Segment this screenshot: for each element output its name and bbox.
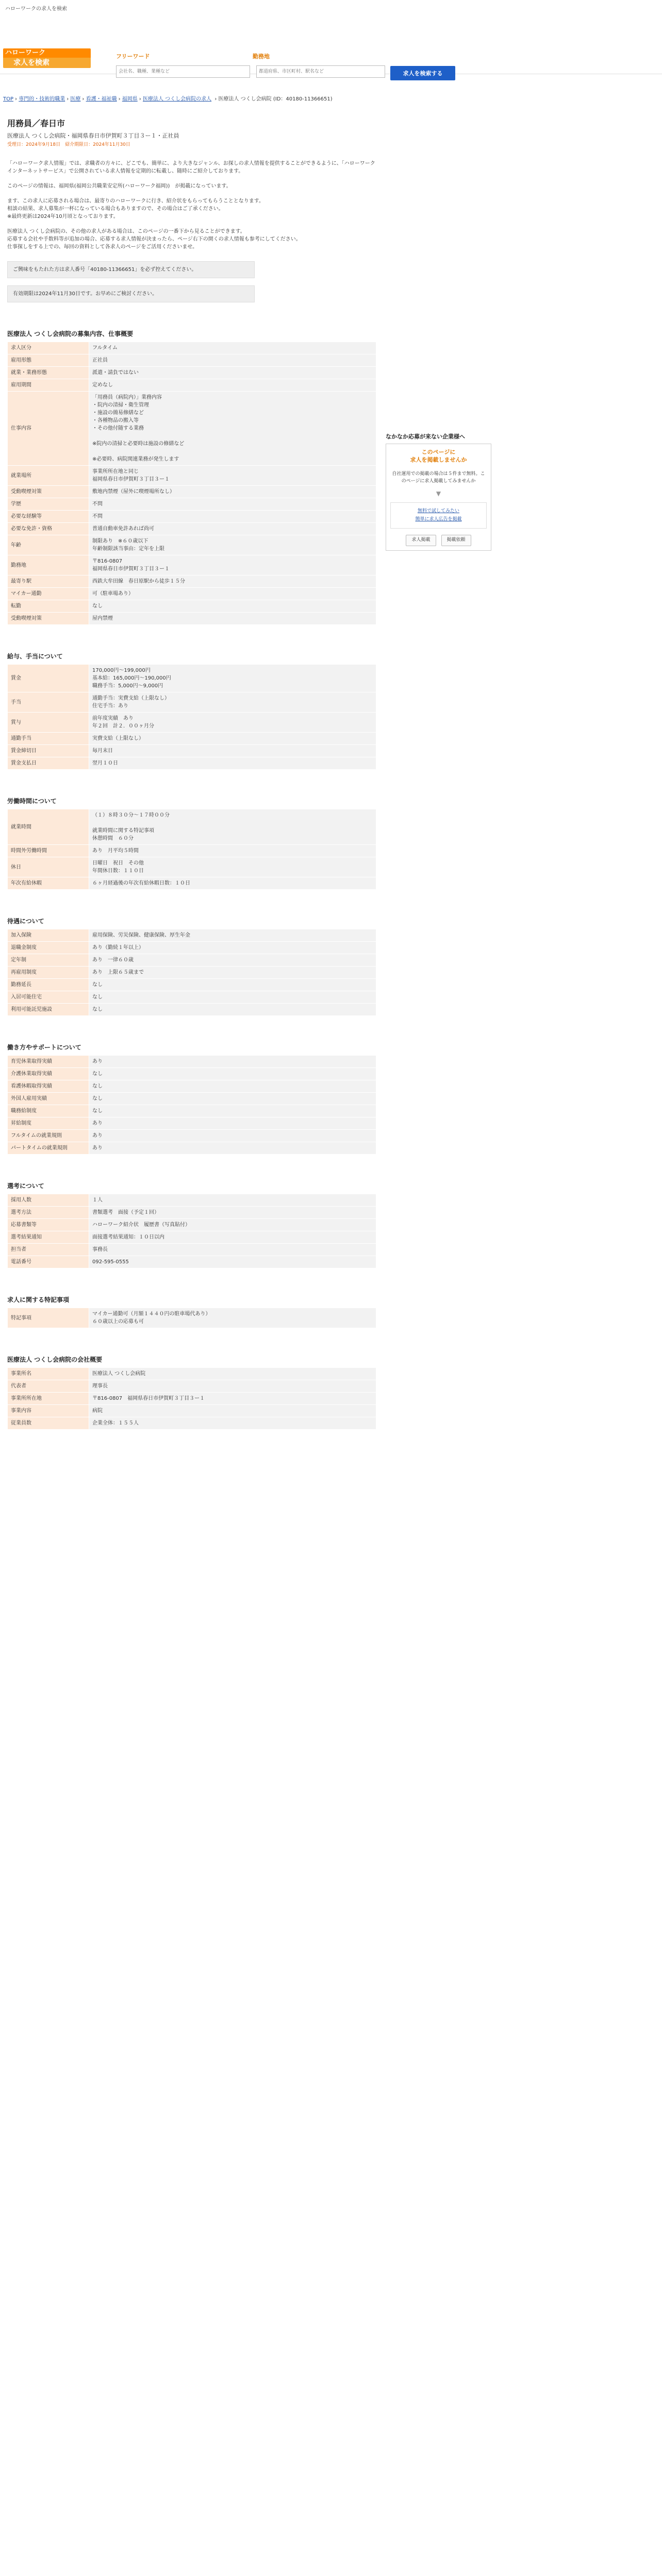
chevron-down-icon: ▼ <box>436 490 441 498</box>
sidebar-link[interactable]: 無料で試してみたい <box>417 509 459 514</box>
sidebar-offer: このページに 求人を掲載しませんか <box>410 448 467 463</box>
info-table <box>7 1055 376 1155</box>
row-value: 雇用保険、労災保険、健康保険、厚生年金 <box>89 929 376 942</box>
table-row <box>8 991 376 1004</box>
row-label: 電話番号 <box>8 1256 89 1268</box>
table-row <box>8 1244 376 1256</box>
sidebar-ad-box <box>386 444 491 551</box>
row-value: あり（勤続１年以上） <box>89 942 376 954</box>
row-value: フルタイム <box>89 342 376 354</box>
table-row <box>8 1117 376 1130</box>
row-value: 翌月１０日 <box>89 757 376 770</box>
row-value: なし <box>89 600 376 613</box>
row-label: 職務給制度 <box>8 1105 89 1117</box>
table-row <box>8 1130 376 1142</box>
row-value: 「用務員（病院内）」業務内容 ・院内の清掃・衛生管理 ・施設の簡易修繕など ・各種物品の搬入等 ・その他付随する業務 ※院内の清掃と必要時は施設の修繕など ※必要時、病院関連業務が発生します <box>89 392 376 466</box>
breadcrumb-item[interactable]: 医療 <box>70 96 81 102</box>
row-label: 選考方法 <box>8 1207 89 1219</box>
row-label: 外国人雇用実績 <box>8 1093 89 1105</box>
site-logo[interactable] <box>3 48 91 68</box>
post-job-button[interactable]: 求人掲載 <box>406 535 436 546</box>
table-row <box>8 809 376 845</box>
table-row <box>8 555 376 575</box>
row-label: 昇給制度 <box>8 1117 89 1130</box>
row-label: 採用人数 <box>8 1194 89 1207</box>
table-row <box>8 1231 376 1244</box>
row-label: 加入保険 <box>8 929 89 942</box>
table-row <box>8 535 376 555</box>
section-title: 待遇について <box>7 918 44 925</box>
table-row <box>8 511 376 523</box>
row-label: 仕事内容 <box>8 392 89 466</box>
row-value: 理事長 <box>89 1380 376 1393</box>
row-label: 応募書類等 <box>8 1219 89 1231</box>
sidebar-desc: 自社運用での掲載の場合は５件まで無料。このページに求人掲載してみませんか <box>392 471 485 484</box>
row-label: 賃金 <box>8 665 89 692</box>
info-table <box>7 664 376 770</box>
table-row <box>8 1380 376 1393</box>
search-button[interactable]: 求人を検索する <box>390 66 455 80</box>
row-value: 事業所所在地と同じ 福岡県春日市伊賀町３丁目３ー１ <box>89 466 376 486</box>
row-value: なし <box>89 1105 376 1117</box>
info-table <box>7 1308 376 1328</box>
row-label: 就業・業務形態 <box>8 367 89 379</box>
table-row <box>8 942 376 954</box>
row-value: 書類選考 面接（予定１回） <box>89 1207 376 1219</box>
row-value: 092-595-0555 <box>89 1256 376 1268</box>
row-value: 不問 <box>89 511 376 523</box>
row-value: 可（駐車場あり） <box>89 588 376 600</box>
row-value: 不問 <box>89 498 376 511</box>
row-value: ６ヶ月経過後の年次有給休暇日数：１０日 <box>89 877 376 890</box>
table-row <box>8 486 376 498</box>
row-value: 毎月末日 <box>89 745 376 757</box>
table-row <box>8 1194 376 1207</box>
row-label: 賃金支払日 <box>8 757 89 770</box>
notice-item: 有効期限は2024年11月30日です。お早めにご検討ください。 <box>7 285 255 302</box>
row-value: 制限あり ※６０歳以下 年齢制限該当事由：定年を上限 <box>89 535 376 555</box>
row-value: 〒816-0807 福岡県春日市伊賀町３丁目３ー１ <box>89 1393 376 1405</box>
header-search <box>116 53 389 78</box>
row-label: フルタイムの就業規則 <box>8 1130 89 1142</box>
table-row <box>8 757 376 770</box>
notice-box <box>7 261 376 302</box>
row-value: あり <box>89 1056 376 1068</box>
row-value: あり 一律６０歳 <box>89 954 376 967</box>
site-tagline: ハローワークの求人を検索 <box>5 6 67 12</box>
section-title: 医療法人 つくし会病院の募集内容、仕事概要 <box>7 330 134 337</box>
table-row <box>8 1068 376 1080</box>
table-row <box>8 367 376 379</box>
info-table <box>7 342 376 625</box>
breadcrumb-current: › 医療法人 つくし会病院 (ID：40180-11366651) <box>214 96 333 102</box>
breadcrumb-item[interactable]: 専門的・技術的職業 <box>19 96 65 102</box>
row-label: 雇用期間 <box>8 379 89 392</box>
row-label: 受動喫煙対策 <box>8 613 89 625</box>
logo-line2: 求人を検索 <box>3 58 91 68</box>
row-label: 年次有給休暇 <box>8 877 89 890</box>
row-value: あり 上限６５歳まで <box>89 967 376 979</box>
location-input[interactable] <box>256 65 385 78</box>
table-row <box>8 613 376 625</box>
table-row <box>8 523 376 535</box>
main-content <box>7 117 376 1430</box>
table-row <box>8 1080 376 1093</box>
row-label: 定年制 <box>8 954 89 967</box>
row-value: なし <box>89 979 376 991</box>
row-label: 特記事項 <box>8 1308 89 1328</box>
row-value: あり <box>89 1117 376 1130</box>
table-row <box>8 1004 376 1016</box>
table-row <box>8 954 376 967</box>
row-label: 勤務延長 <box>8 979 89 991</box>
row-value: 病院 <box>89 1405 376 1417</box>
row-label: 担当者 <box>8 1244 89 1256</box>
row-value: １人 <box>89 1194 376 1207</box>
row-label: マイカー通勤 <box>8 588 89 600</box>
table-row <box>8 466 376 486</box>
table-row <box>8 745 376 757</box>
table-row <box>8 600 376 613</box>
table-row <box>8 1056 376 1068</box>
logo-line1: ハローワーク <box>3 48 91 58</box>
row-label: 休日 <box>8 857 89 877</box>
row-value: 正社員 <box>89 354 376 367</box>
job-title: 用務員／春日市 <box>7 118 65 128</box>
row-label: 事業内容 <box>8 1405 89 1417</box>
table-row <box>8 392 376 466</box>
row-value: マイカー通勤可（月額１４４０円の駐車場代あり） ６０歳以上の応募も可 <box>89 1308 376 1328</box>
table-row <box>8 1105 376 1117</box>
info-table <box>7 1367 376 1430</box>
table-row <box>8 1393 376 1405</box>
row-value: ハローワーク紹介状 履歴書（写真貼付） <box>89 1219 376 1231</box>
table-row <box>8 1417 376 1430</box>
row-label: 就業時間 <box>8 809 89 845</box>
row-value: 屋内禁煙 <box>89 613 376 625</box>
row-value: 通勤手当：実費支給（上限なし） 住宅手当：あり <box>89 692 376 713</box>
job-sections <box>7 329 376 1430</box>
row-value: 日曜日 祝日 その他 年間休日数：１１０日 <box>89 857 376 877</box>
row-value: 面接選考結果通知：１０日以内 <box>89 1231 376 1244</box>
row-label: 最寄り駅 <box>8 575 89 588</box>
sidebar-heading: なかなか応募が来ない企業様へ <box>386 433 465 440</box>
table-row <box>8 665 376 692</box>
table-row <box>8 979 376 991</box>
table-row <box>8 342 376 354</box>
row-label: 必要な経験等 <box>8 511 89 523</box>
table-row <box>8 857 376 877</box>
row-value: 170,000円〜199,000円 基本給：165,000円〜190,000円 職務手当：5,000円〜9,000円 <box>89 665 376 692</box>
row-value: なし <box>89 1004 376 1016</box>
info-table <box>7 809 376 890</box>
keyword-label: フリーワード <box>116 53 150 60</box>
section-title: 医療法人 つくし会病院の会社概要 <box>7 1356 103 1363</box>
row-value: 定めなし <box>89 379 376 392</box>
sidebar-link[interactable]: 簡単に求人広告を掲載 <box>415 516 462 522</box>
sidebar <box>386 433 491 551</box>
table-row <box>8 588 376 600</box>
row-label: 勤務地 <box>8 555 89 575</box>
table-row <box>8 1093 376 1105</box>
intro-paragraph: ます、この求人に応募される場合は、最寄りのハローワークに行き、紹介状をもらってもらうこととなります。 相談の結果、求人募集が一杯になっている場合もありますので、その場合はご了承ください。 ※最終更新は2024年10月頃となっております。 <box>7 198 264 219</box>
row-value: なし <box>89 1068 376 1080</box>
breadcrumb-item[interactable]: 看護・福祉職 <box>86 96 117 102</box>
table-row <box>8 733 376 745</box>
company-summary: 医療法人 つくし会病院・福岡県春日市伊賀町３丁目３ー１・正社員 <box>7 132 179 139</box>
table-row <box>8 354 376 367</box>
row-value: 派遣・請負ではない <box>89 367 376 379</box>
sidebar-links <box>390 502 487 529</box>
header <box>0 18 662 77</box>
row-label: 退職金制度 <box>8 942 89 954</box>
row-label: 手当 <box>8 692 89 713</box>
row-label: 求人区分 <box>8 342 89 354</box>
row-value: あり 月平均５時間 <box>89 845 376 857</box>
row-label: 介護休業取得実績 <box>8 1068 89 1080</box>
table-row <box>8 1207 376 1219</box>
intro-paragraph: このページの情報は、福岡県(福岡公共職業安定所(ハローワーク福岡)) が掲載になっています。 <box>7 183 231 189</box>
table-row <box>8 929 376 942</box>
row-label: 代表者 <box>8 1380 89 1393</box>
table-row <box>8 967 376 979</box>
notice-item: ご興味をもたれた方は求人番号「40180-11366651」を必ず控えてください。 <box>7 261 255 278</box>
row-value: あり <box>89 1142 376 1155</box>
info-table <box>7 929 376 1016</box>
top-bar <box>0 0 662 18</box>
row-value: 普通自動車免許あれば尚可 <box>89 523 376 535</box>
table-row <box>8 1219 376 1231</box>
row-value: 西鉄大牟田線 春日原駅から徒歩１５分 <box>89 575 376 588</box>
job-dates: 受理日：2024年9月18日 紹介期限日：2024年11月30日 <box>7 142 130 147</box>
row-value: 〒816-0807 福岡県春日市伊賀町３丁目３ー１ <box>89 555 376 575</box>
intro-text <box>7 160 376 251</box>
intro-paragraph: 医療法人 つくし会病院の、その他の求人がある場合は、このページの一番下から見ることができます。 応募する会社や手数料等が追加の場合、応募する求人情報が決まったら、ページ右下の開くの求人情報も参考にしてください。 仕事探しをする上での、毎回の資料として各求人のページをご活用くださいませ。 <box>7 229 301 250</box>
row-label: 年齢 <box>8 535 89 555</box>
row-label: 通勤手当 <box>8 733 89 745</box>
table-row <box>8 1405 376 1417</box>
row-label: 看護休暇取得実績 <box>8 1080 89 1093</box>
row-value: 敷地内禁煙（屋外に喫煙場所なし） <box>89 486 376 498</box>
section-title: 選考について <box>7 1182 44 1190</box>
section-title: 給与、手当について <box>7 653 63 660</box>
row-label: 従業員数 <box>8 1417 89 1430</box>
table-row <box>8 379 376 392</box>
section-title: 労働時間について <box>7 798 57 805</box>
row-label: 再雇用制度 <box>8 967 89 979</box>
table-row <box>8 498 376 511</box>
table-row <box>8 713 376 733</box>
row-label: 学歴 <box>8 498 89 511</box>
keyword-input[interactable] <box>116 65 250 78</box>
row-value: （１）８時３０分〜１７時００分 就業時間に関する特記事項 休憩時間 ６０分 <box>89 809 376 845</box>
row-label: 賞与 <box>8 713 89 733</box>
row-label: パートタイムの就業規則 <box>8 1142 89 1155</box>
table-row <box>8 877 376 890</box>
row-label: 賃金締切日 <box>8 745 89 757</box>
row-value: なし <box>89 1080 376 1093</box>
table-row <box>8 1308 376 1328</box>
row-value: あり <box>89 1130 376 1142</box>
location-label: 勤務地 <box>253 53 270 60</box>
table-row <box>8 692 376 713</box>
info-table <box>7 1194 376 1268</box>
row-value: 実費支給（上限なし） <box>89 733 376 745</box>
row-value: 事務長 <box>89 1244 376 1256</box>
row-label: 事業所所在地 <box>8 1393 89 1405</box>
row-value: 医療法人 つくし会病院 <box>89 1368 376 1380</box>
breadcrumb-item[interactable]: 福岡県 <box>122 96 138 102</box>
request-button[interactable]: 掲載依頼 <box>441 535 471 546</box>
table-row <box>8 845 376 857</box>
row-label: 入居可能住宅 <box>8 991 89 1004</box>
row-label: 就業場所 <box>8 466 89 486</box>
row-value: なし <box>89 991 376 1004</box>
intro-paragraph: 「ハローワーク求人情報」では、求職者の方々に、どこでも、簡単に、より大きなジャンル、お探しの求人情報を提供することができるように、「ハローワークインターネットサービス」で公開されている求人情報を定期的に転載し、随時にご紹介しております。 <box>7 161 375 174</box>
row-value: 前年度実績 あり 年２回 計２．００ヶ月分 <box>89 713 376 733</box>
breadcrumb-item[interactable]: 医療法人 つくし会病院の求人 <box>142 96 212 102</box>
section-title: 働き方やサポートについて <box>7 1044 81 1051</box>
row-label: 雇用形態 <box>8 354 89 367</box>
row-label: 受動喫煙対策 <box>8 486 89 498</box>
table-row <box>8 1142 376 1155</box>
row-label: 事業所名 <box>8 1368 89 1380</box>
row-label: 時間外労働時間 <box>8 845 89 857</box>
row-label: 育児休業取得実績 <box>8 1056 89 1068</box>
row-value: なし <box>89 1093 376 1105</box>
row-label: 選考結果通知 <box>8 1231 89 1244</box>
table-row <box>8 1368 376 1380</box>
row-label: 必要な免許・資格 <box>8 523 89 535</box>
row-value: 企業全体：１５５人 <box>89 1417 376 1430</box>
table-row <box>8 1256 376 1268</box>
breadcrumb-item[interactable]: TOP <box>3 96 14 102</box>
breadcrumb: TOP › 専門的・技術的職業 › 医療 › 看護・福祉職 › 福岡県 › 医療法人 つくし会病院の求人 › 医療法人 つくし会病院 (ID：40180-11366651) <box>3 96 333 102</box>
row-label: 利用可能託児施設 <box>8 1004 89 1016</box>
table-row <box>8 575 376 588</box>
section-title: 求人に関する特記事項 <box>7 1296 70 1303</box>
row-label: 転勤 <box>8 600 89 613</box>
